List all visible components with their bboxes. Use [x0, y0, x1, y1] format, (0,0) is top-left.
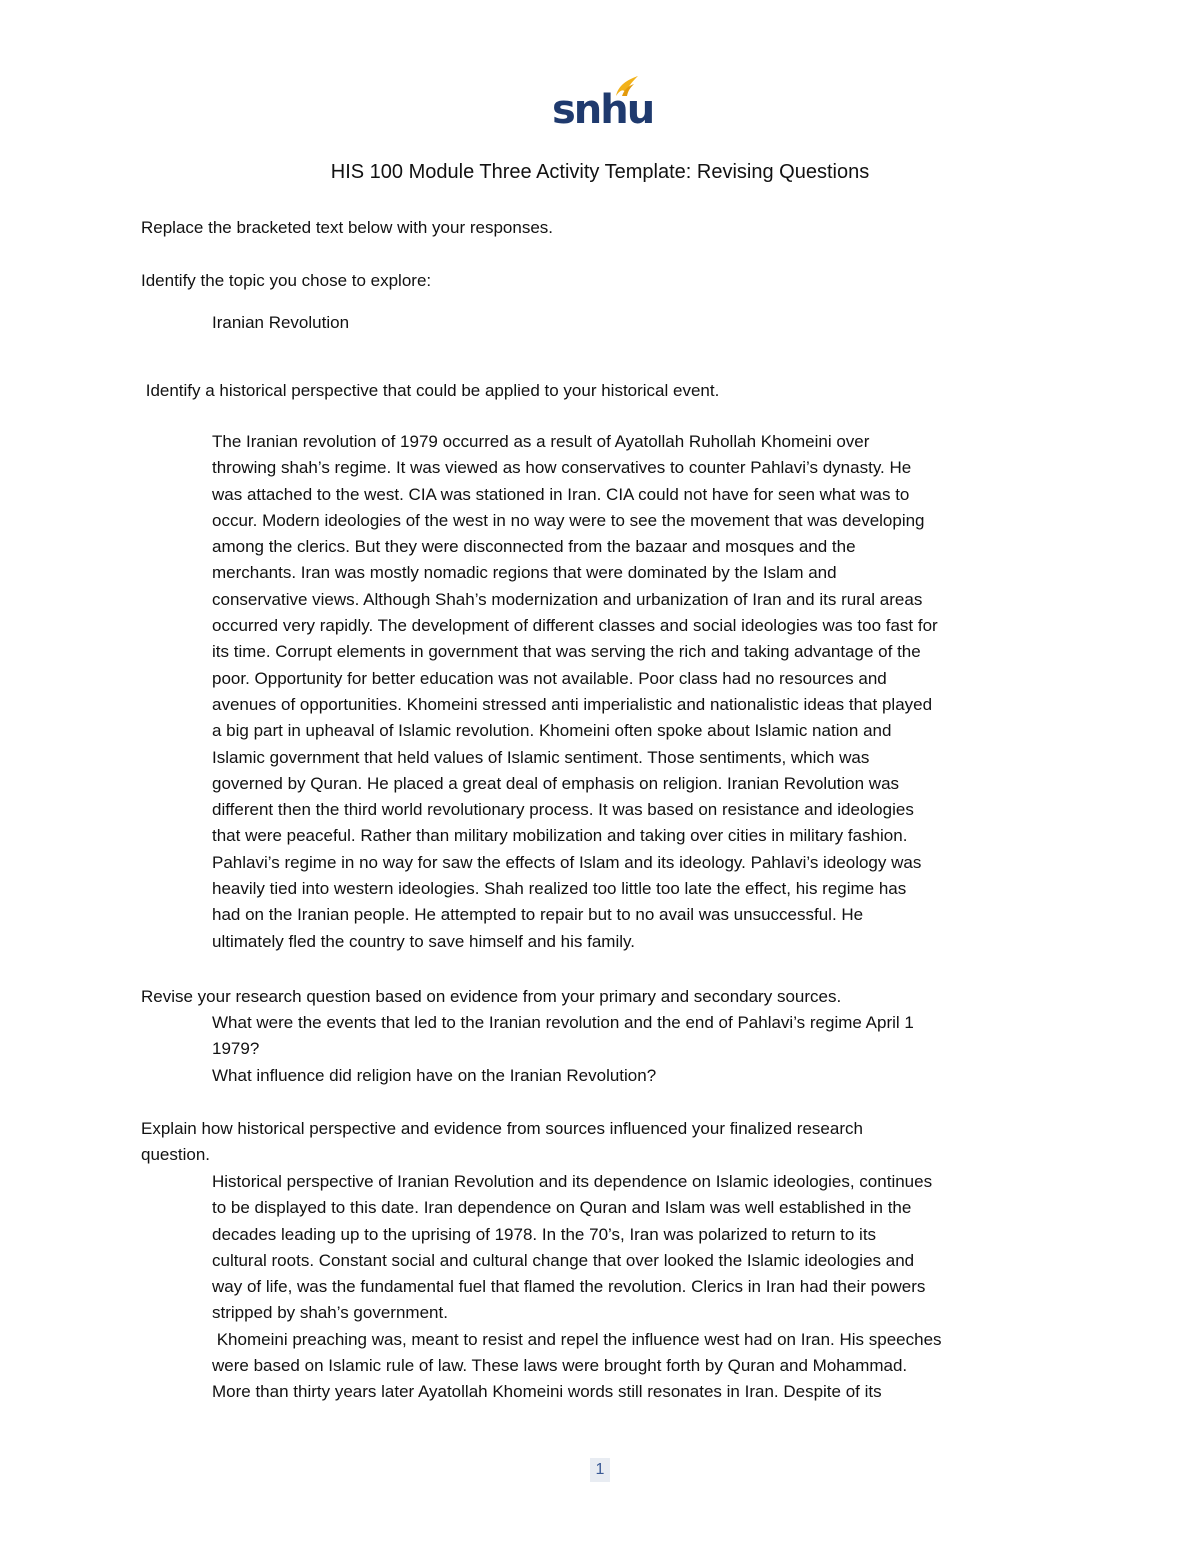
q2-prompt: Identify a historical perspective that could be applied to your historical event.	[141, 381, 720, 400]
answer-line: Historical perspective of Iranian Revolution and its dependence on Islamic ideologies, continues	[212, 1172, 933, 1191]
answer-line: throwing shah’s regime. It was viewed as how conservatives to counter Pahlavi’s dynasty. He	[212, 458, 912, 478]
answer-line: stripped by shah’s government.	[212, 1303, 448, 1323]
answer-line: decades leading up to the uprising of 1978. In the 70’s, Iran was polarized to return to its	[212, 1224, 877, 1244]
answer-line: avenues of opportunities. Khomeini stressed anti imperialistic and nationalistic ideas that played	[212, 694, 933, 714]
logo-wordmark: snhu	[552, 87, 654, 133]
snhu-logo	[552, 74, 654, 136]
answer-line: was attached to the west. CIA was stationed in Iran. CIA could not have for seen what was to	[212, 484, 910, 504]
page-number: 1	[590, 1458, 610, 1482]
answer-line: to be displayed to this date. Iran dependence on Quran and Islam was well established in the	[212, 1198, 912, 1218]
answer-line: were based on Islamic rule of law. These laws were brought forth by Quran and Mohammad.	[212, 1356, 908, 1376]
answer-line: way of life, was the fundamental fuel that flamed the revolution. Clerics in Iran had their powers	[212, 1277, 926, 1297]
q2-answer	[212, 429, 938, 955]
answer-line: conservative views. Although Shah’s modernization and urbanization of Iran and its rural areas	[212, 589, 923, 609]
answer-line: different then the third world revolutionary process. It was based on resistance and ideologies	[212, 800, 914, 820]
answer-line: What were the events that led to the Iranian revolution and the end of Pahlavi’s regime April 1	[212, 1013, 914, 1032]
q3-prompt: Revise your research question based on evidence from your primary and secondary sources.	[141, 987, 842, 1006]
q1-answer: Iranian Revolution	[212, 313, 350, 332]
q4-answer	[212, 1169, 942, 1406]
answer-line: a big part in upheaval of Islamic revolution. Khomeini often spoke about Islamic nation and	[212, 721, 892, 741]
answer-line: poor. Opportunity for better education was not available. Poor class had no resources and	[212, 668, 887, 688]
answer-line: heavily tied into western ideologies. Shah realized too little too late the effect, his regime has	[212, 879, 907, 899]
prompt-line: question.	[141, 1145, 210, 1165]
answer-line: ultimately fled the country to save himself and his family.	[212, 931, 635, 951]
answer-line: 1979?	[212, 1039, 260, 1059]
answer-line: Khomeini preaching was, meant to resist and repel the influence west had on Iran. His speeches	[212, 1329, 942, 1349]
answer-line: occur. Modern ideologies of the west in no way were to see the movement that was developing	[212, 510, 925, 530]
prompt-line: Explain how historical perspective and evidence from sources influenced your finalized research	[141, 1119, 863, 1138]
answer-line: Islamic government that held values of Islamic sentiment. Those sentiments, which was	[212, 747, 870, 767]
q3-answer	[212, 1010, 914, 1089]
instruction-text: Replace the bracketed text below with your responses.	[141, 218, 554, 237]
answer-line: The Iranian revolution of 1979 occurred as a result of Ayatollah Ruhollah Khomeini over	[212, 432, 870, 451]
q1-prompt: Identify the topic you chose to explore:	[141, 271, 432, 290]
answer-line: had on the Iranian people. He attempted to repair but to no avail was unsuccessful. He	[212, 905, 864, 925]
answer-line: that were peaceful. Rather than military mobilization and taking over cities in military fashion.	[212, 826, 908, 846]
answer-line: among the clerics. But they were disconnected from the bazaar and mosques and the	[212, 537, 856, 557]
answer-line: More than thirty years later Ayatollah Khomeini words still resonates in Iran. Despite of its	[212, 1382, 882, 1402]
q4-prompt	[141, 1116, 863, 1169]
answer-line: cultural roots. Constant social and cultural change that over looked the Islamic ideologies and	[212, 1250, 915, 1270]
answer-line: Pahlavi’s regime in no way for saw the effects of Islam and its ideology. Pahlavi’s ideology was	[212, 852, 922, 872]
answer-line: its time. Corrupt elements in government that was serving the rich and taking advantage of the	[212, 642, 921, 662]
document-title: HIS 100 Module Three Activity Template: Revising Questions	[330, 161, 870, 183]
answer-line: What influence did religion have on the Iranian Revolution?	[212, 1065, 657, 1085]
answer-line: merchants. Iran was mostly nomadic regions that were dominated by the Islam and	[212, 563, 837, 583]
answer-line: occurred very rapidly. The development of different classes and social ideologies was too fast for	[212, 616, 938, 636]
answer-line: governed by Quran. He placed a great deal of emphasis on religion. Iranian Revolution was	[212, 773, 900, 793]
